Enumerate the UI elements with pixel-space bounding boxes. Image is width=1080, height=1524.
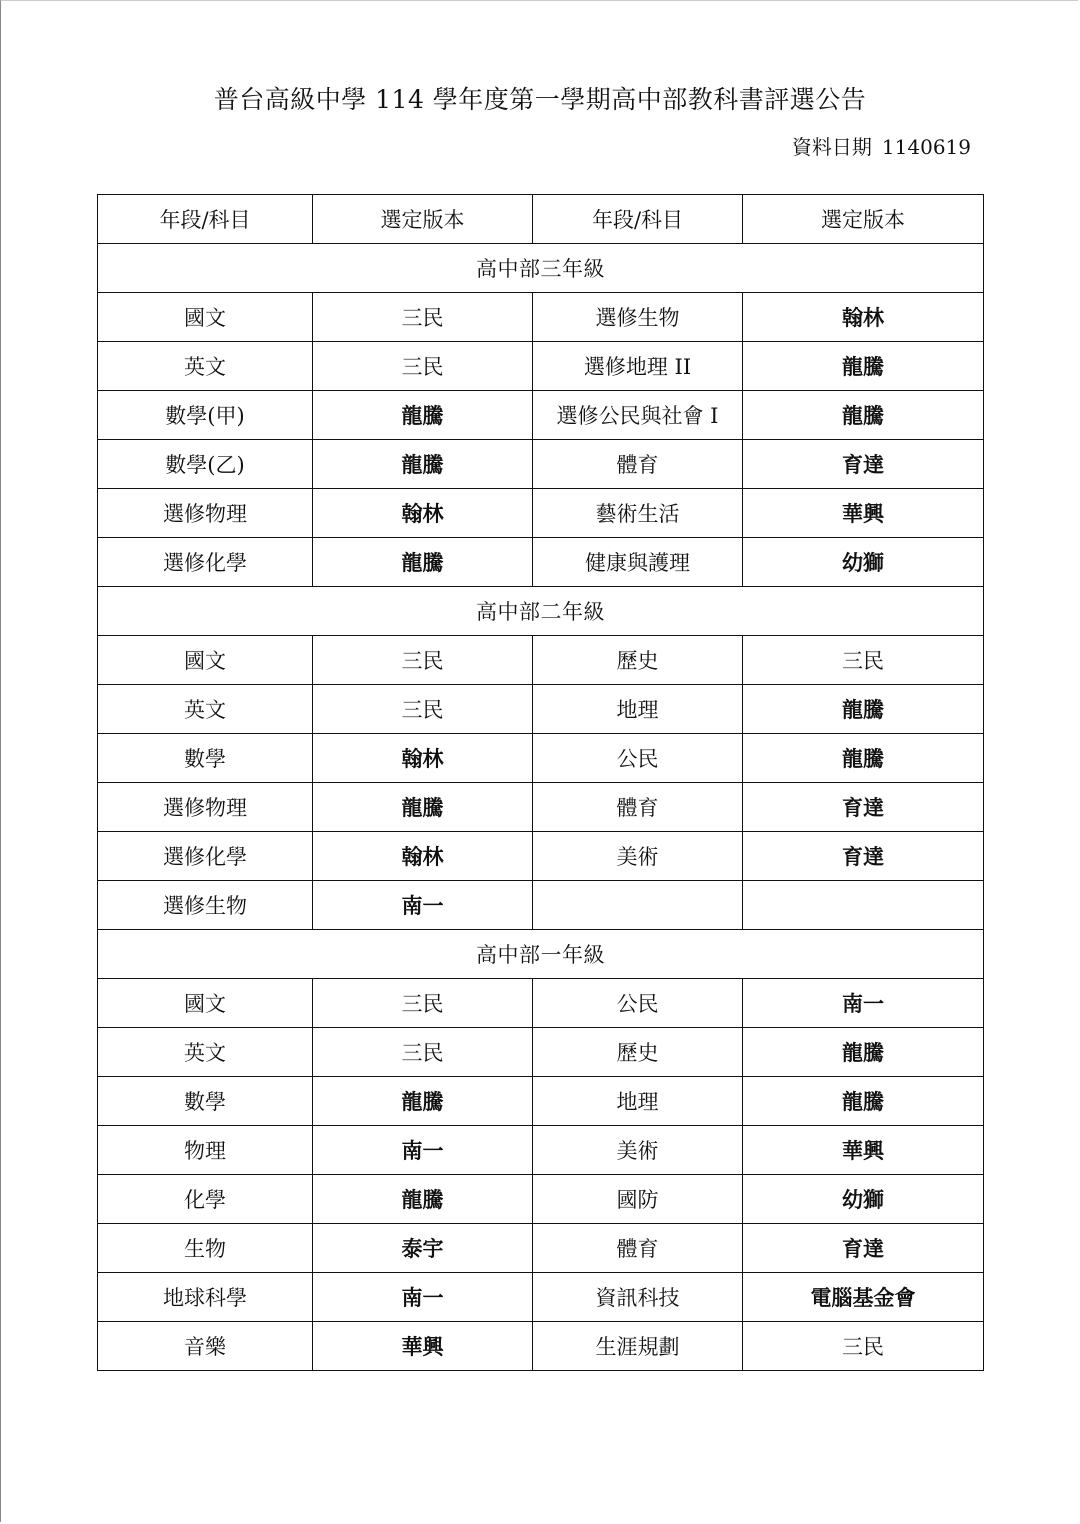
textbook-table	[97, 194, 984, 1371]
version-cell: 育達	[743, 1224, 984, 1273]
version-cell: 南一	[313, 1273, 533, 1322]
table-row	[98, 881, 984, 930]
version-cell: 翰林	[313, 489, 533, 538]
subject-cell: 數學(甲)	[98, 391, 313, 440]
version-cell: 幼獅	[743, 1175, 984, 1224]
subject-cell: 英文	[98, 1028, 313, 1077]
page-title: 普台高級中學 114 學年度第一學期高中部教科書評選公告	[213, 85, 867, 114]
version-cell: 三民	[313, 342, 533, 391]
subject-cell: 英文	[98, 685, 313, 734]
header-cell-subject-1: 年段/科目	[98, 195, 313, 244]
version-cell: 龍騰	[313, 783, 533, 832]
grade-row	[98, 244, 984, 293]
subject-cell: 數學	[98, 734, 313, 783]
version-cell: 南一	[743, 979, 984, 1028]
data-date-label: 資料日期	[791, 135, 872, 159]
version-cell: 龍騰	[313, 391, 533, 440]
version-cell: 三民	[313, 1028, 533, 1077]
subject-cell: 化學	[98, 1175, 313, 1224]
table-row	[98, 734, 984, 783]
subject-cell: 物理	[98, 1126, 313, 1175]
grade-row	[98, 930, 984, 979]
table-row	[98, 1224, 984, 1273]
subject-cell: 生涯規劃	[533, 1322, 743, 1371]
subject-cell: 選修物理	[98, 783, 313, 832]
version-cell: 南一	[313, 1126, 533, 1175]
version-cell: 龍騰	[743, 1028, 984, 1077]
version-cell: 龍騰	[743, 342, 984, 391]
subject-cell: 藝術生活	[533, 489, 743, 538]
subject-cell: 資訊科技	[533, 1273, 743, 1322]
subject-cell: 體育	[533, 440, 743, 489]
version-cell: 龍騰	[743, 685, 984, 734]
version-cell: 三民	[313, 636, 533, 685]
subject-cell: 選修化學	[98, 538, 313, 587]
subject-cell: 健康與護理	[533, 538, 743, 587]
version-cell: 翰林	[743, 293, 984, 342]
table-row	[98, 1126, 984, 1175]
table-row	[98, 342, 984, 391]
grade-header: 高中部一年級	[98, 930, 984, 979]
version-cell: 華興	[743, 1126, 984, 1175]
header-cell-version-1: 選定版本	[313, 195, 533, 244]
version-cell: 三民	[743, 1322, 984, 1371]
subject-cell: 體育	[533, 783, 743, 832]
version-cell: 翰林	[313, 832, 533, 881]
subject-cell: 選修公民與社會 I	[533, 391, 743, 440]
subject-cell: 國文	[98, 636, 313, 685]
table-row	[98, 1028, 984, 1077]
table-row	[98, 783, 984, 832]
grade-header: 高中部二年級	[98, 587, 984, 636]
subject-cell: 地理	[533, 685, 743, 734]
subject-cell: 國防	[533, 1175, 743, 1224]
subject-cell: 國文	[98, 979, 313, 1028]
table-row	[98, 832, 984, 881]
version-cell: 育達	[743, 440, 984, 489]
version-cell: 幼獅	[743, 538, 984, 587]
subject-cell: 選修地理 II	[533, 342, 743, 391]
version-cell: 龍騰	[743, 734, 984, 783]
subject-cell: 生物	[98, 1224, 313, 1273]
subject-cell: 歷史	[533, 1028, 743, 1077]
version-cell	[743, 881, 984, 930]
version-cell: 龍騰	[313, 538, 533, 587]
table-row	[98, 391, 984, 440]
version-cell: 龍騰	[313, 1077, 533, 1126]
version-cell: 翰林	[313, 734, 533, 783]
table-row	[98, 979, 984, 1028]
version-cell: 三民	[313, 293, 533, 342]
subject-cell: 公民	[533, 734, 743, 783]
subject-cell: 國文	[98, 293, 313, 342]
table-row	[98, 685, 984, 734]
subject-cell: 體育	[533, 1224, 743, 1273]
header-cell-version-2: 選定版本	[743, 195, 984, 244]
data-date	[792, 131, 971, 160]
grade-header: 高中部三年級	[98, 244, 984, 293]
table-row	[98, 440, 984, 489]
version-cell: 育達	[743, 832, 984, 881]
version-cell: 南一	[313, 881, 533, 930]
subject-cell: 歷史	[533, 636, 743, 685]
grade-row	[98, 587, 984, 636]
version-cell: 龍騰	[743, 391, 984, 440]
subject-cell: 數學(乙)	[98, 440, 313, 489]
subject-cell: 公民	[533, 979, 743, 1028]
subject-cell: 英文	[98, 342, 313, 391]
version-cell: 龍騰	[313, 1175, 533, 1224]
version-cell: 電腦基金會	[743, 1273, 984, 1322]
version-cell: 育達	[743, 783, 984, 832]
version-cell: 三民	[313, 979, 533, 1028]
subject-cell: 選修物理	[98, 489, 313, 538]
table-row	[98, 1077, 984, 1126]
subject-cell: 數學	[98, 1077, 313, 1126]
version-cell: 華興	[743, 489, 984, 538]
table-row	[98, 636, 984, 685]
subject-cell: 美術	[533, 832, 743, 881]
version-cell: 三民	[313, 685, 533, 734]
table-row	[98, 1322, 984, 1371]
subject-cell: 地球科學	[98, 1273, 313, 1322]
table-row	[98, 1273, 984, 1322]
version-cell: 龍騰	[743, 1077, 984, 1126]
subject-cell: 音樂	[98, 1322, 313, 1371]
table-row	[98, 538, 984, 587]
subject-cell: 美術	[533, 1126, 743, 1175]
subject-cell: 地理	[533, 1077, 743, 1126]
header-cell-subject-2: 年段/科目	[533, 195, 743, 244]
data-date-value: 1140619	[881, 135, 971, 159]
table-body	[98, 195, 984, 1371]
table-row	[98, 293, 984, 342]
version-cell: 三民	[743, 636, 984, 685]
table-row	[98, 489, 984, 538]
subject-cell	[533, 881, 743, 930]
subject-cell: 選修化學	[98, 832, 313, 881]
subject-cell: 選修生物	[533, 293, 743, 342]
version-cell: 龍騰	[313, 440, 533, 489]
table-header-row	[98, 195, 984, 244]
table-row	[98, 1175, 984, 1224]
version-cell: 泰宇	[313, 1224, 533, 1273]
subject-cell: 選修生物	[98, 881, 313, 930]
version-cell: 華興	[313, 1322, 533, 1371]
